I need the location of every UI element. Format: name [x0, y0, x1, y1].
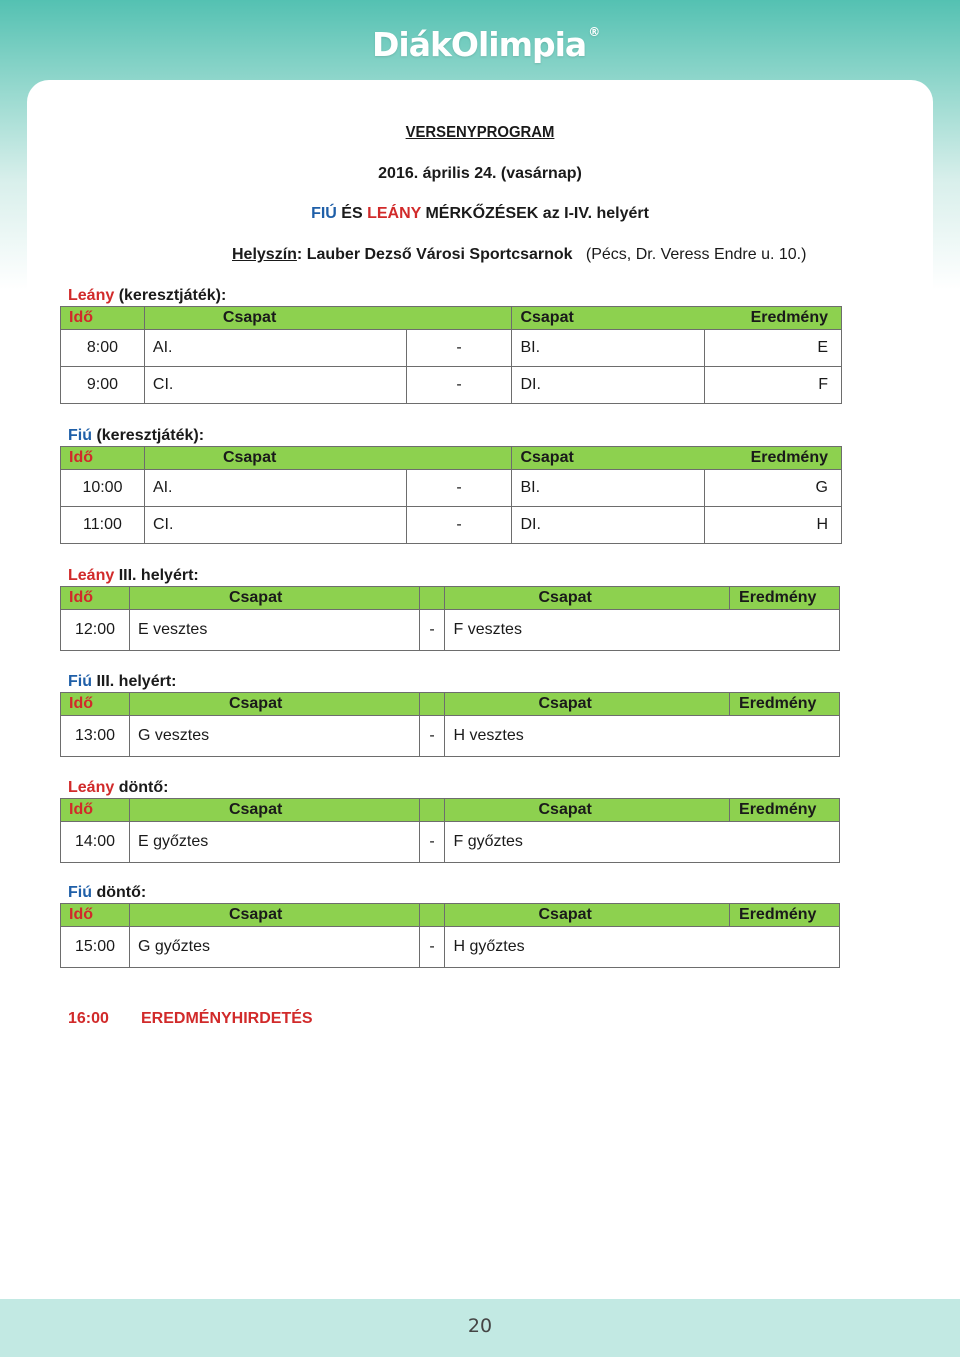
match-time: 11:00: [61, 507, 145, 544]
col-header-team1: Csapat: [129, 693, 419, 716]
versus-dash: -: [419, 822, 445, 863]
venue-name: Lauber Dezső Városi Sportcsarnok: [306, 246, 573, 263]
col-header-time: Idő: [61, 447, 145, 470]
team2: [445, 927, 730, 968]
team1: AI.: [144, 330, 406, 367]
col-header-team2: Csapat: [445, 904, 730, 927]
schedule-table-girls-third: [60, 586, 840, 651]
match-result: F: [705, 367, 842, 404]
col-header-team2: Csapat: [445, 587, 730, 610]
section-label-girls-third: [68, 567, 199, 585]
match-time: 9:00: [61, 367, 145, 404]
col-header-team1-text: Csapat: [222, 309, 277, 326]
girls-label: LEÁNY: [367, 205, 422, 222]
awards-time: 16:00: [68, 1010, 109, 1027]
team1: AI.: [144, 470, 406, 507]
table-row: [61, 470, 842, 507]
team1: E győztes: [129, 822, 419, 863]
col-header-spacer: [419, 693, 445, 716]
col-header-result: Eredmény: [730, 693, 840, 716]
section-gender-label: Fiú: [68, 673, 92, 690]
col-header-time: Idő: [61, 799, 130, 822]
col-header-result: Eredmény: [730, 799, 840, 822]
col-header-spacer: [419, 587, 445, 610]
page-number: 20: [467, 1315, 493, 1337]
col-header-result: Eredmény: [750, 309, 828, 326]
match-time: 8:00: [61, 330, 145, 367]
table-header-row: [61, 904, 840, 927]
team2: BI.: [512, 330, 705, 367]
match-result: H: [705, 507, 842, 544]
col-header-time: Idő: [61, 307, 145, 330]
match-description: [0, 205, 960, 223]
team2: [445, 822, 730, 863]
table-header-row: [61, 587, 840, 610]
schedule-table-girls-cross: [60, 306, 842, 404]
match-time: 15:00: [61, 927, 130, 968]
col-header-time: Idő: [61, 904, 130, 927]
table-row: [61, 610, 840, 651]
event-date: 2016. április 24. (vasárnap): [378, 165, 582, 182]
section-gender-label: Fiú: [68, 884, 92, 901]
match-result: [730, 716, 840, 757]
col-header-team2: [512, 447, 842, 470]
match-time: 12:00: [61, 610, 130, 651]
versus-dash: -: [419, 610, 445, 651]
team2: BI.: [512, 470, 705, 507]
section-label-text: (keresztjáték):: [114, 287, 227, 304]
table-row: [61, 927, 840, 968]
versus-dash: -: [419, 927, 445, 968]
logo-text: DiákOlimpia: [372, 24, 587, 64]
table-row: [61, 822, 840, 863]
team1: CI.: [144, 507, 406, 544]
venue-colon: :: [296, 246, 307, 263]
versus-dash: -: [406, 470, 512, 507]
schedule-table-boys-final: [60, 903, 840, 968]
col-header-team1: [144, 447, 512, 470]
venue-address: (Pécs, Dr. Veress Endre u. 10.): [585, 246, 807, 263]
section-gender-label: Fiú: [68, 427, 92, 444]
team1: E vesztes: [129, 610, 419, 651]
section-label-boys-final: [68, 884, 146, 902]
table-row: [61, 367, 842, 404]
col-header-team1: Csapat: [129, 904, 419, 927]
team2: DI.: [512, 507, 705, 544]
schedule-table-boys-third: [60, 692, 840, 757]
col-header-team1: Csapat: [129, 587, 419, 610]
table-row: [61, 330, 842, 367]
team1: G vesztes: [129, 716, 419, 757]
match-result: [730, 927, 840, 968]
page-title: VERSENYPROGRAM: [405, 124, 555, 141]
section-label-boys-cross: [68, 427, 204, 445]
col-header-team2-text: Csapat: [520, 449, 574, 466]
schedule-table-girls-final: [60, 798, 840, 863]
section-label-text: döntő:: [114, 779, 169, 796]
col-header-team1: Csapat: [129, 799, 419, 822]
table-row: [61, 507, 842, 544]
awards-label: EREDMÉNYHIRDETÉS: [141, 1010, 313, 1027]
match-time: 14:00: [61, 822, 130, 863]
section-gender-label: Leány: [68, 779, 115, 796]
section-label-text: (keresztjáték):: [92, 427, 205, 444]
matches-text: MÉRKŐZÉSEK az I-IV. helyért: [421, 205, 649, 222]
col-header-team2: Csapat: [445, 693, 730, 716]
table-header-row: [61, 447, 842, 470]
section-label-text: döntő:: [92, 884, 147, 901]
col-header-spacer: [419, 799, 445, 822]
versus-dash: -: [406, 367, 512, 404]
versus-dash: -: [406, 507, 512, 544]
section-gender-label: Leány: [68, 287, 115, 304]
awards-ceremony-line: [68, 1010, 313, 1028]
and-text: ÉS: [336, 205, 368, 222]
section-label-girls-final: [68, 779, 168, 797]
section-gender-label: Leány: [68, 567, 115, 584]
col-header-spacer: [419, 904, 445, 927]
versus-dash: -: [406, 330, 512, 367]
col-header-team2: [512, 307, 842, 330]
table-row: [61, 716, 840, 757]
diakolimpia-logo: [372, 22, 600, 66]
match-time: 13:00: [61, 716, 130, 757]
col-header-time: Idő: [61, 693, 130, 716]
team2-text: H vesztes: [453, 727, 524, 744]
col-header-time: Idő: [61, 587, 130, 610]
venue-line: [232, 246, 806, 264]
col-header-team1: [144, 307, 512, 330]
schedule-table-boys-cross: [60, 446, 842, 544]
team1: CI.: [144, 367, 406, 404]
team2: DI.: [512, 367, 705, 404]
col-header-team2: Csapat: [445, 799, 730, 822]
col-header-result: Eredmény: [730, 904, 840, 927]
team2-text: H győztes: [453, 938, 525, 955]
team2-text: F győztes: [453, 833, 523, 850]
table-header-row: [61, 693, 840, 716]
registered-mark: ®: [588, 25, 601, 39]
col-header-result: Eredmény: [730, 587, 840, 610]
match-time: 10:00: [61, 470, 145, 507]
section-label-boys-third: [68, 673, 176, 691]
section-label-text: III. helyért:: [92, 673, 177, 690]
venue-label: Helyszín: [232, 246, 297, 263]
table-header-row: [61, 307, 842, 330]
col-header-team1-text: Csapat: [222, 449, 277, 466]
match-result: G: [705, 470, 842, 507]
team2: [445, 716, 730, 757]
match-result: [730, 610, 840, 651]
team2: [445, 610, 730, 651]
versus-dash: -: [419, 716, 445, 757]
section-label-text: III. helyért:: [114, 567, 199, 584]
col-header-team2-text: Csapat: [520, 309, 574, 326]
team1: G győztes: [129, 927, 419, 968]
col-header-result: Eredmény: [750, 449, 828, 466]
boys-label: FIÚ: [311, 205, 337, 222]
section-label-girls-cross: [68, 287, 226, 305]
team2-text: F vesztes: [453, 621, 522, 638]
match-result: E: [705, 330, 842, 367]
table-header-row: [61, 799, 840, 822]
match-result: [730, 822, 840, 863]
